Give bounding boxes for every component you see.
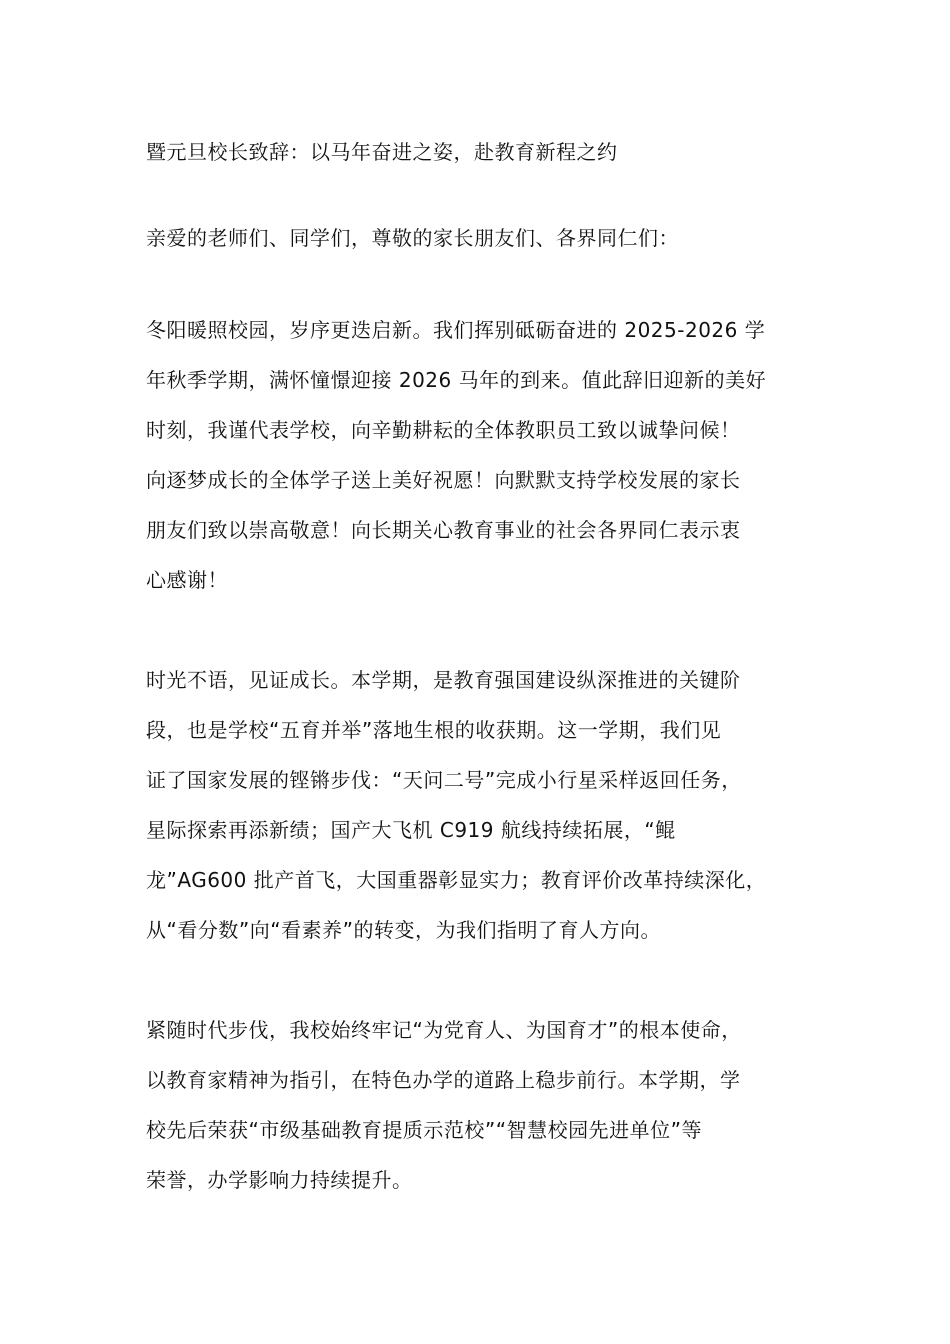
paragraph-line: 朋友们致以崇高敬意！向长期关心教育事业的社会各界同仁表示衷 [146, 518, 741, 542]
paragraph-line: 星际探索再添新绩；国产大飞机 C919 航线持续拓展，“鲲 [146, 818, 676, 842]
document-body [146, 135, 826, 1205]
spacer [146, 169, 826, 221]
paragraph-3 [146, 1005, 826, 1205]
paragraph-line: 冬阳暖照校园，岁序更迭启新。我们挥别砥砺奋进的 2025-2026 学 [146, 318, 766, 342]
document-title [146, 135, 826, 169]
paragraph-2 [146, 655, 826, 955]
paragraph-line: 年秋季学期，满怀憧憬迎接 2026 马年的到来。值此辞旧迎新的美好 [146, 368, 767, 392]
paragraph-line: 从“看分数”向“看素养”的转变，为我们指明了育人方向。 [146, 918, 661, 942]
paragraph-line: 段，也是学校“五育并举”落地生根的收获期。这一学期，我们见 [146, 718, 722, 742]
spacer [146, 255, 826, 305]
spacer [146, 605, 826, 655]
salutation [146, 221, 826, 255]
paragraph-line: 时光不语，见证成长。本学期，是教育强国建设纵深推进的关键阶 [146, 668, 741, 692]
spacer [146, 955, 826, 1005]
paragraph-line: 紧随时代步伐，我校始终牢记“为党育人、为国育才”的根本使命， [146, 1018, 742, 1042]
paragraph-line: 以教育家精神为指引，在特色办学的道路上稳步前行。本学期，学 [146, 1068, 741, 1092]
title-line: 暨元旦校长致辞：以马年奋进之姿，赴教育新程之约 [146, 140, 618, 164]
paragraph-line: 荣誉，办学影响力持续提升。 [146, 1168, 413, 1192]
paragraph-line: 向逐梦成长的全体学子送上美好祝愿！向默默支持学校发展的家长 [146, 468, 741, 492]
paragraph-line: 证了国家发展的铿锵步伐：“天问二号”完成小行星采样返回任务， [146, 768, 742, 792]
paragraph-line: 龙”AG600 批产首飞，大国重器彰显实力；教育评价改革持续深化， [146, 868, 767, 892]
paragraph-line: 校先后荣获“市级基础教育提质示范校”“智慧校园先进单位”等 [146, 1118, 702, 1142]
paragraph-line: 时刻，我谨代表学校，向辛勤耕耘的全体教职员工致以诚挚问候！ [146, 418, 741, 442]
paragraph-line: 心感谢！ [146, 568, 228, 592]
paragraph-1 [146, 305, 826, 605]
salutation-line: 亲爱的老师们、同学们，尊敬的家长朋友们、各界同仁们： [146, 226, 679, 250]
